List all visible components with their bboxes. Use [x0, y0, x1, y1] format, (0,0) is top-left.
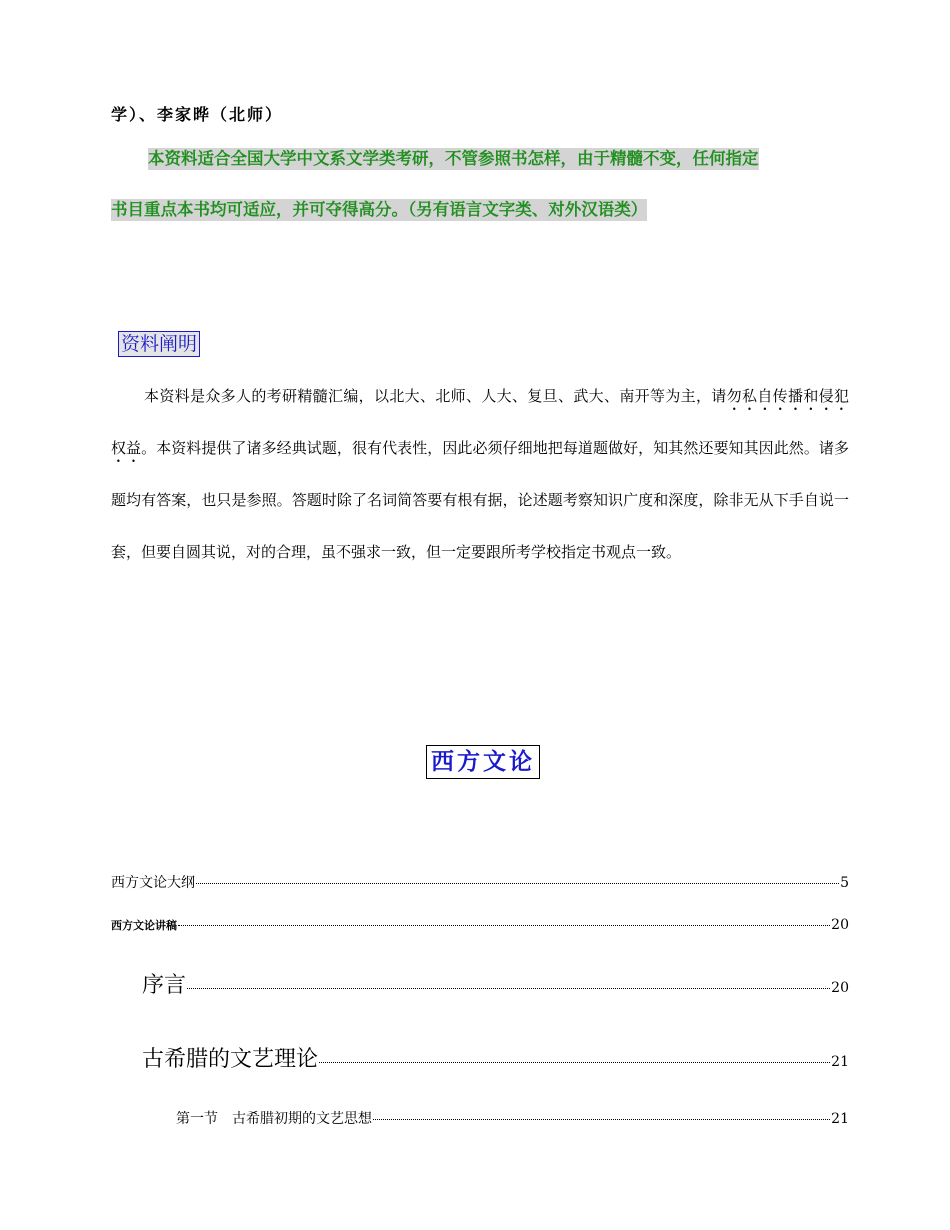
- statement-paragraph: [111, 370, 849, 578]
- toc-leader-dots: [196, 883, 839, 884]
- toc-entry[interactable]: [111, 917, 849, 933]
- toc-entry-page: 5: [840, 875, 849, 891]
- toc-entry-page: 21: [831, 1054, 849, 1070]
- toc-entry-page: 21: [831, 1111, 849, 1127]
- toc-entry-label: 序言: [142, 973, 187, 998]
- toc-leader-dots: [373, 1119, 830, 1120]
- statement-text-after: 。本资料提供了诸多经典试题，很有代表性，因此必须仔细地把每道题做好，知其然还要知其因此然。诸多题均有答案，也只是参照。答题时除了名词简答要有根有据，论述题考察知识广度和深度，除非无从下手自说一套，但要自圆其说，对的合理，虽不强求一致，但一定要跟所考学校指定书观点一致。: [111, 439, 849, 561]
- toc-entry[interactable]: [176, 1108, 849, 1128]
- notice-line-1: 本资料适合全国大学中文系文学类考研，不管参照书怎样，由于精髓不变，任何指定: [148, 149, 759, 168]
- statement-text-before: 本资料是众多人的考研精髓汇编，以北大、北师、人大、复旦、武大、南开等为主，请: [144, 387, 727, 405]
- toc-entry[interactable]: [111, 872, 849, 892]
- section-title: 西方文论: [426, 745, 540, 779]
- toc-leader-dots: [319, 1062, 830, 1063]
- header-continuation-line: 学）、李家晔（北师）: [111, 105, 284, 124]
- toc-leader-dots: [187, 988, 830, 989]
- toc-entry[interactable]: [142, 1042, 849, 1073]
- statement-heading: 资料阐明: [118, 331, 200, 357]
- toc-leader-dots: [178, 925, 830, 926]
- toc-entry-page: 20: [831, 917, 849, 933]
- toc-entry-label: 西方文论讲稿: [111, 919, 177, 932]
- toc-entry-label: 古希腊的文艺理论: [142, 1047, 319, 1072]
- toc-entry-label: 西方文论大纲: [111, 875, 195, 891]
- notice-line-2: 书目重点本书均可适应，并可夺得高分。（另有语言文字类、对外汉语类）: [111, 200, 648, 219]
- toc-entry-label: 第一节 古希腊初期的文艺思想: [176, 1111, 372, 1127]
- statement-emphasis: 勿私自传播和侵犯权益: [111, 387, 849, 457]
- toc-entry-page: 20: [831, 980, 849, 996]
- toc-entry[interactable]: [142, 968, 849, 999]
